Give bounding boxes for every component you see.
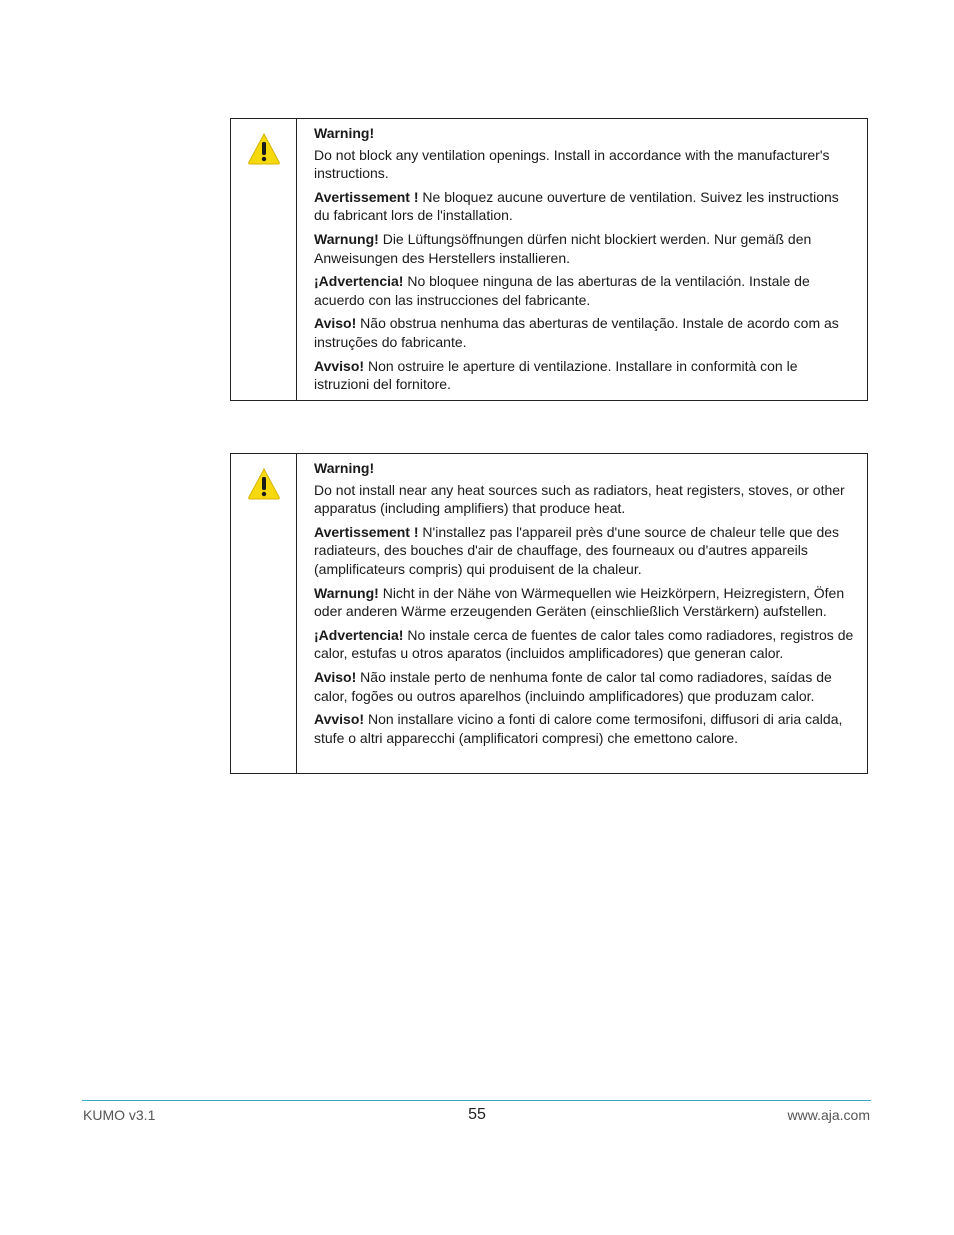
warning-triangle-icon [247, 467, 281, 500]
icon-cell [231, 119, 297, 400]
lang-label: ¡Advertencia! [314, 273, 404, 290]
warning-text [297, 454, 867, 773]
warning-italian [314, 710, 855, 747]
lang-text: Non installare vicino a fonti di calore come termosifoni, diffusori di aria calda, stufe o altri apparecchi (amplificatori compresi) che emettono calore. [314, 711, 843, 746]
warning-text [297, 119, 867, 400]
lang-label: ¡Advertencia! [314, 626, 404, 643]
warning-heading: Warning! [314, 125, 375, 141]
lang-label: Avertissement ! [314, 523, 419, 540]
lang-text: No instale cerca de fuentes de calor tales como radiadores, registros de calor, estufas u otros aparatos (incluidos amplificadores) que generan calor. [314, 626, 854, 662]
warning-french [314, 188, 855, 225]
warning-spanish [314, 626, 855, 663]
warning-triangle-icon [247, 132, 281, 165]
lang-text: Nicht in der Nähe von Wärmequellen wie Heizkörpern, Heizregistern, Öfen oder anderen Wärme erzeugenden Geräten (einschließlich Verstärkern) aufstellen. [314, 584, 845, 620]
warning-italian [314, 357, 855, 394]
footer-website: www.aja.com [787, 1107, 870, 1123]
lang-text: Não instale perto de nenhuma fonte de calor tal como radiadores, saídas de calor, fogões ou outros aparelhos (incluindo amplificadores) que produzam calor. [314, 668, 832, 704]
warning-box-ventilation [230, 118, 868, 401]
warning-english: Do not install near any heat sources such as radiators, heat registers, stoves, or other apparatus (including amplifiers) that produce heat. [314, 481, 845, 517]
lang-text: Não obstrua nenhuma das aberturas de ventilação. Instale de acordo com as instruções do fabricante. [314, 315, 839, 350]
footer-product-version: KUMO v3.1 [83, 1107, 156, 1123]
page-number: 55 [468, 1106, 486, 1123]
warning-box-heat [230, 453, 868, 774]
warning-spanish [314, 272, 855, 309]
lang-text: No bloquee ninguna de las aberturas de la ventilación. Instale de acuerdo con las instrucciones del fabricante. [314, 273, 810, 308]
lang-label: Avertissement ! [314, 188, 419, 205]
lang-label: Warnung! [314, 230, 379, 247]
lang-text: Die Lüftungsöffnungen dürfen nicht blockiert werden. Nur gemäß den Anweisungen des Herstellers installieren. [314, 230, 812, 266]
footer-divider [82, 1100, 871, 1101]
warning-heading: Warning! [314, 460, 375, 476]
lang-text: Ne bloquez aucune ouverture de ventilation. Suivez les instructions du fabricant lors de l'installation. [314, 188, 839, 224]
warning-portuguese [314, 668, 855, 705]
warning-portuguese [314, 314, 855, 351]
lang-text: Non ostruire le aperture di ventilazione. Installare in conformità con le istruzioni del fornitore. [314, 357, 798, 393]
lang-label: Avviso! [314, 711, 365, 728]
warning-german [314, 584, 855, 621]
lang-label: Avviso! [314, 357, 365, 374]
lang-label: Aviso! [314, 668, 357, 685]
warning-english: Do not block any ventilation openings. Install in accordance with the manufacturer's instructions. [314, 146, 830, 182]
lang-label: Aviso! [314, 315, 357, 332]
warning-german [314, 230, 855, 267]
icon-cell [231, 454, 297, 773]
lang-label: Warnung! [314, 584, 379, 601]
lang-text: N'installez pas l'appareil près d'une source de chaleur telle que des radiateurs, des bouches d'air de chauffage, des fourneaux ou d'autres appareils (amplificateurs compris) qui produisent de la chaleur. [314, 523, 840, 577]
warning-french [314, 523, 855, 579]
